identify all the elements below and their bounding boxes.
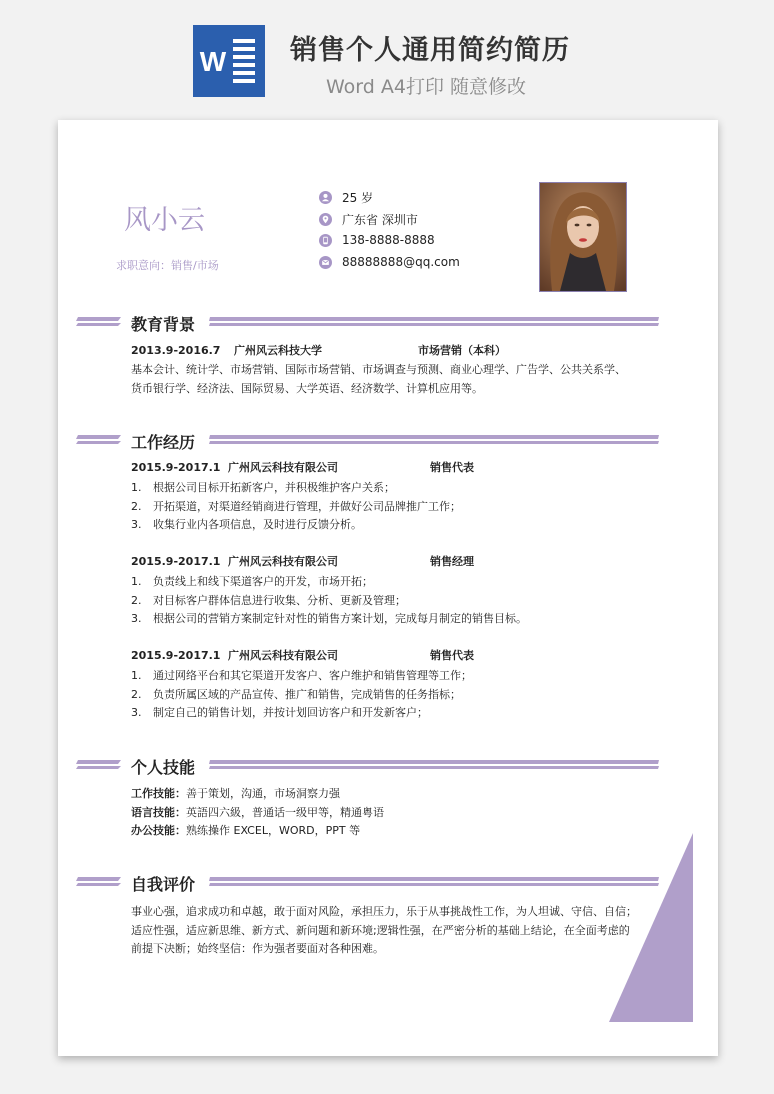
job-item-text: 负责线上和线下渠道客户的开发，市场开拓； <box>153 575 373 588</box>
job-item-num: 1. <box>131 669 142 682</box>
section-skills-header <box>58 756 718 780</box>
job-item-text: 开拓渠道，对渠道经销商进行管理，并做好公司品牌推广工作； <box>153 500 461 513</box>
job-item-text: 通过网络平台和其它渠道开发客户、客户维护和销售管理等工作； <box>153 669 472 682</box>
section-title-skills: 个人技能 <box>131 758 196 777</box>
skill-label: 语言技能： <box>131 806 186 819</box>
job-item-text: 负责所属区域的产品宣传、推广和销售，完成销售的任务指标； <box>153 688 461 701</box>
skill-row <box>131 806 384 820</box>
job-item-num: 3. <box>131 706 142 719</box>
job-period: 2015.9-2017.1 <box>131 649 221 662</box>
person-name: 风小云 <box>124 205 205 236</box>
phone-text: 138-8888-8888 <box>342 233 435 247</box>
edu-school: 广州风云科技大学 <box>234 344 322 357</box>
email-icon <box>319 256 332 269</box>
job-company: 广州风云科技有限公司 <box>228 555 338 568</box>
skill-label: 办公技能： <box>131 824 186 837</box>
info-location <box>319 210 418 228</box>
job-company: 广州风云科技有限公司 <box>228 649 338 662</box>
info-age <box>319 188 373 206</box>
edu-period: 2013.9-2016.7 <box>131 344 221 357</box>
job-item-text: 收集行业内各项信息，及时进行反馈分析。 <box>153 518 362 531</box>
section-work-header <box>58 431 718 455</box>
job-item-num: 3. <box>131 612 142 625</box>
skill-row <box>131 787 340 801</box>
word-icon-letter: W <box>199 46 227 77</box>
location-text: 广东省 深圳市 <box>342 212 418 227</box>
info-email <box>319 253 460 271</box>
skill-value: 熟练操作 EXCEL，WORD，PPT 等 <box>186 824 361 837</box>
banner-subtitle: Word A4打印 随意修改 <box>326 76 527 98</box>
age-text: 25 岁 <box>342 190 374 205</box>
job-company: 广州风云科技有限公司 <box>228 461 338 474</box>
section-title-work: 工作经历 <box>131 433 196 452</box>
skill-label: 工作技能： <box>131 787 186 800</box>
email-text: 88888888@qq.com <box>342 255 460 269</box>
self-eval-line: 前提下决断；始终坚信：作为强者要面对各种困难。 <box>131 942 384 955</box>
job-period: 2015.9-2017.1 <box>131 461 221 474</box>
edu-courses-line2: 货币银行学、经济法、国际贸易、大学英语、经济数学、计算机应用等。 <box>131 382 483 395</box>
job-item-num: 2. <box>131 500 142 513</box>
section-self-header <box>58 873 718 897</box>
person-icon <box>319 191 332 204</box>
section-education-header <box>58 313 718 337</box>
skill-value: 英語四六級，普通话一级甲等，精通粤语 <box>186 806 384 819</box>
job-item-text: 根据公司目标开拓新客户，并积极维护客户关系； <box>153 481 395 494</box>
job-period: 2015.9-2017.1 <box>131 555 221 568</box>
phone-icon <box>319 234 332 247</box>
self-eval-line: 事业心强，追求成功和卓越，敢于面对风险，承担压力，乐于从事挑战性工作，为人坦诚、守信、自信； <box>131 905 637 918</box>
self-eval-line: 适应性强，适应新思维、新方式、新问题和新环境;逻辑性强，在严密分析的基础上结论，在全面考虑的 <box>131 924 630 937</box>
job-position: 销售代表 <box>430 461 474 474</box>
job-item-num: 3. <box>131 518 142 531</box>
skill-value: 善于策划，沟通，市场洞察力强 <box>186 787 340 800</box>
word-icon <box>193 25 265 97</box>
job-item-num: 2. <box>131 594 142 607</box>
job-position: 销售经理 <box>430 555 474 568</box>
banner-title: 销售个人通用简约简历 <box>290 35 570 66</box>
banner <box>0 0 774 112</box>
edu-courses-line1: 基本会计、统计学、市场营销、国际市场营销、市场调查与预测、商业心理学、广告学、公共关系学、 <box>131 363 626 376</box>
skill-row <box>131 824 360 838</box>
location-icon <box>319 213 332 226</box>
job-item-num: 2. <box>131 688 142 701</box>
resume-page <box>58 120 718 1056</box>
job-item-num: 1. <box>131 481 142 494</box>
edu-major: 市场营销（本科） <box>418 344 506 357</box>
job-item-text: 根据公司的营销方案制定针对性的销售方案计划，完成每月制定的销售目标。 <box>153 612 527 625</box>
job-item-text: 制定自己的销售计划，并按计划回访客户和开发新客户； <box>153 706 428 719</box>
section-title-education: 教育背景 <box>131 315 196 334</box>
info-phone <box>319 231 435 249</box>
profile-photo <box>539 182 627 292</box>
job-item-text: 对目标客户群体信息进行收集、分析、更新及管理； <box>153 594 406 607</box>
job-item-num: 1. <box>131 575 142 588</box>
section-title-self: 自我评价 <box>131 875 196 894</box>
job-position: 销售代表 <box>430 649 474 662</box>
job-intent: 求职意向：销售/市场 <box>116 259 219 272</box>
